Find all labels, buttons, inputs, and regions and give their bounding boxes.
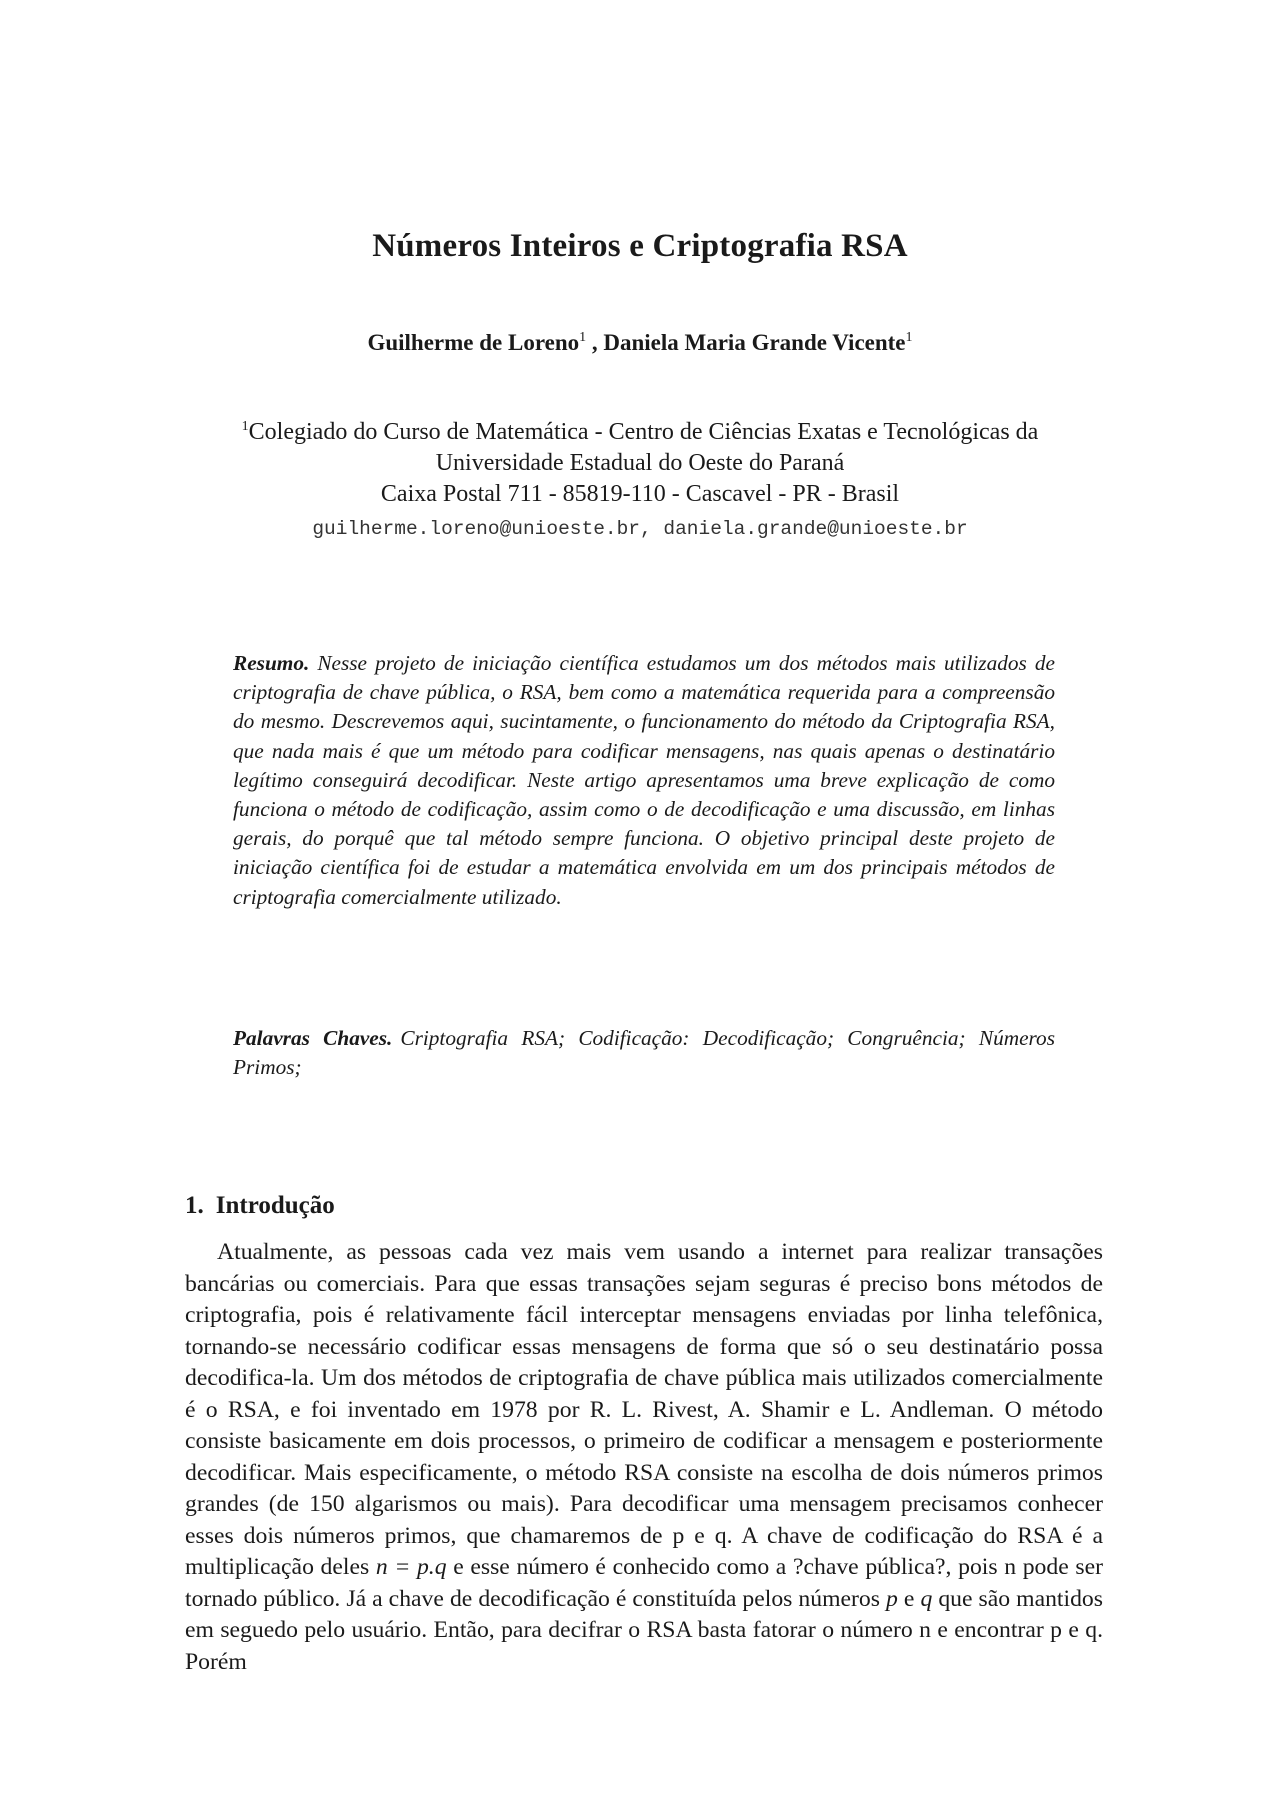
affiliation-marker: 1 [241, 419, 249, 434]
affiliation-line-2: Universidade Estadual do Oeste do Paraná [435, 450, 845, 476]
author-name: Guilherme de Loreno [367, 330, 580, 355]
author-list [0, 330, 1280, 356]
author-emails: guilherme.loreno@unioeste.br, daniela.grande@unioeste.br [312, 518, 968, 540]
author-affil-marker: 1 [905, 330, 913, 345]
keywords [233, 1024, 1055, 1082]
body-text-part: e esse número é conhecido como a ?chave pública?, pois n pode ser tornado público. Já a chave de decodificação é constituída pelos números [185, 1554, 1103, 1612]
math-variable: p [886, 1585, 898, 1612]
body-paragraph [185, 1237, 1103, 1678]
abstract-text: Nesse projeto de iniciação científica estudamos um dos métodos mais utilizados de criptografia de chave pública, o RSA, bem como a matemática requerida para a compreensão do mesmo. Descrevemos aqui, sucintamente, o funcionamento do método da Criptografia RSA, que nada mais é que um método para codificar mensagens, nas quais apenas o destinatário legítimo conseguirá decodificar. Neste artigo apresentamos uma breve explicação de como funciona o método de codificação, assim como o de decodificação e uma discussão, em linhas gerais, do porquê que tal método sempre funciona. O objetivo principal deste projeto de iniciação científica foi de estudar a matemática envolvida em um dos principais métodos de criptografia comercialmente utilizado. [233, 651, 1055, 909]
body-text-part: que são mantidos em seguedo pelo usuário. Então, para decifrar o RSA basta fatorar o número n e encontrar p e q. Porém [185, 1585, 1103, 1675]
body-text-part: e [903, 1585, 915, 1612]
affiliation-line-1 [0, 417, 1280, 448]
affiliation-text: Colegiado do Curso de Matemática - Centro de Ciências Exatas e Tecnológicas da [248, 419, 1039, 445]
affiliation [0, 417, 1280, 510]
section-title: Introdução [215, 1192, 335, 1219]
math-variable: q [920, 1585, 933, 1612]
affiliation-line-3: Caixa Postal 711 - 85819-110 - Cascavel - PR - Brasil [380, 481, 900, 507]
author-name: Daniela Maria Grande Vicente [603, 330, 906, 355]
keywords-text: Criptografia RSA; Codificação: Decodificação; Congruência; Números Primos; [233, 1026, 1055, 1080]
abstract-label: Resumo. [233, 651, 310, 675]
keywords-label: Palavras Chaves. [233, 1026, 393, 1050]
author-separator: , [586, 330, 604, 355]
body-text-part: Atualmente, as pessoas cada vez mais vem usando a internet para realizar transações bancárias ou comerciais. Para que essas transações sejam seguras é preciso bons métodos de criptografia, pois é relativamente fácil interceptar mensagens enviadas por linha telefônica, tornando-se necessário codificar essas mensagens de forma que só o seu destinatário possa decodifica-la. Um dos métodos de criptografia de chave pública mais utilizados comercialmente é o RSA, e foi inventado em 1978 por R. L. Rivest, A. Shamir e L. Andleman. O método consiste basicamente em dois processos, o primeiro de codificar a mensagem e posteriormente decodificar. Mais especificamente, o método RSA consiste na escolha de dois números primos grandes (de 150 algarismos ou mais). Para decodificar uma mensagem precisamos conhecer esses dois números primos, que chamaremos de p e q. A chave de codificação do RSA é a multiplicação deles [185, 1239, 1103, 1580]
section-heading [185, 1192, 335, 1220]
abstract [233, 649, 1055, 912]
author-affil-marker: 1 [579, 330, 587, 345]
math-expression: n = p.q [375, 1554, 447, 1580]
paper-title: Números Inteiros e Criptografia RSA [372, 228, 908, 264]
section-number: 1. [185, 1192, 204, 1219]
